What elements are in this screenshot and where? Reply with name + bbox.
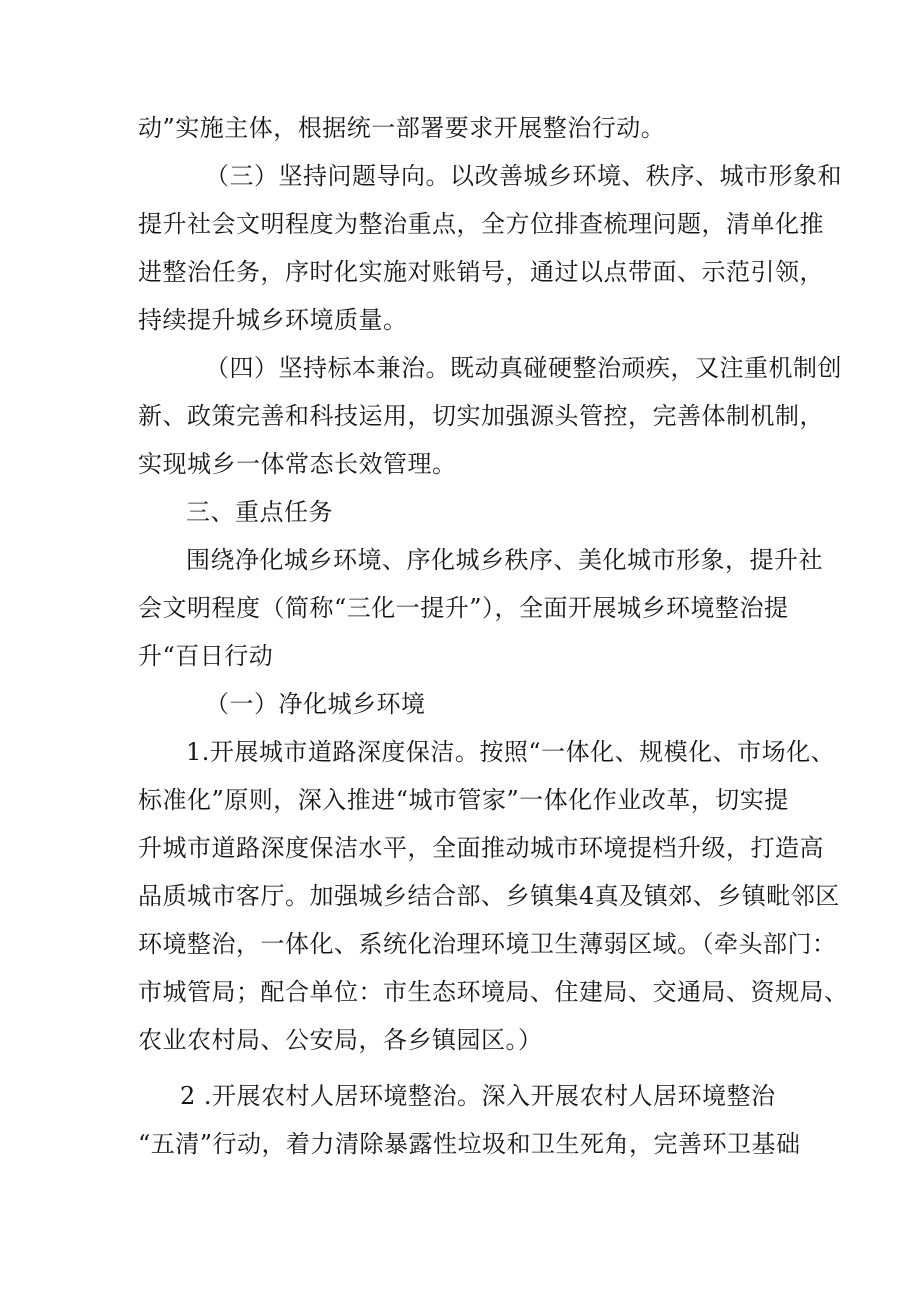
text-line: 1.开展城市道路深度保洁。按照“一体化、规模化、市场化、 — [186, 738, 836, 766]
text-line: 2 .开展农村人居环境整治。深入开展农村人居环境整治 — [180, 1082, 776, 1110]
text-line: （四）坚持标本兼治。既动真碰硬整治顽疾，又注重机制创 — [205, 354, 842, 382]
text-line: 动”实施主体，根据统一部署要求开展整治行动。 — [138, 114, 666, 142]
text-line: 农业农村局、公安局，各乡镇园区。） — [138, 1026, 543, 1054]
text-line: 环境整治，一体化、系统化治理环境卫生薄弱区域。（牵头部门： — [138, 930, 837, 958]
text-line: 提升社会文明程度为整治重点，全方位排查梳理问题，清单化推 — [138, 210, 824, 238]
text-line: 围绕净化城乡环境、序化城乡秩序、美化城市形象，提升社 — [186, 546, 823, 574]
subsection-heading: （一）净化城乡环境 — [205, 690, 426, 718]
text-line: 新、政策完善和科技运用，切实加强源头管控，完善体制机制， — [138, 402, 824, 430]
text-line: 实现城乡一体常态长效管理。 — [138, 450, 457, 478]
text-line: 进整治任务，序时化实施对账销号，通过以点带面、示范引领， — [138, 258, 824, 286]
text-line: 会文明程度（简称“三化一提升”），全面开展城乡环境整治提 — [138, 594, 789, 622]
text-line: 标准化”原则，深入推进“城市管家”一体化作业改革，切实提 — [138, 786, 789, 814]
text-line: 升“百日行动 — [138, 642, 274, 670]
section-heading: 三、重点任务 — [186, 498, 333, 526]
text-line: 持续提升城乡环境质量。 — [138, 306, 408, 334]
text-line: （三）坚持问题导向。以改善城乡环境、秩序、城市形象和 — [205, 162, 842, 190]
text-line: 升城市道路深度保洁水平，全面推动城市环境提档升级，打造高 — [138, 834, 824, 862]
text-line: “五清”行动，着力清除暴露性垃圾和卫生死角，完善环卫基础 — [138, 1130, 801, 1158]
text-line: 品质城市客厅。加强城乡结合部、乡镇集4真及镇郊、乡镇毗邻区 — [138, 882, 840, 910]
text-line: 市城管局；配合单位：市生态环境局、住建局、交通局、资规局、 — [138, 978, 849, 1006]
